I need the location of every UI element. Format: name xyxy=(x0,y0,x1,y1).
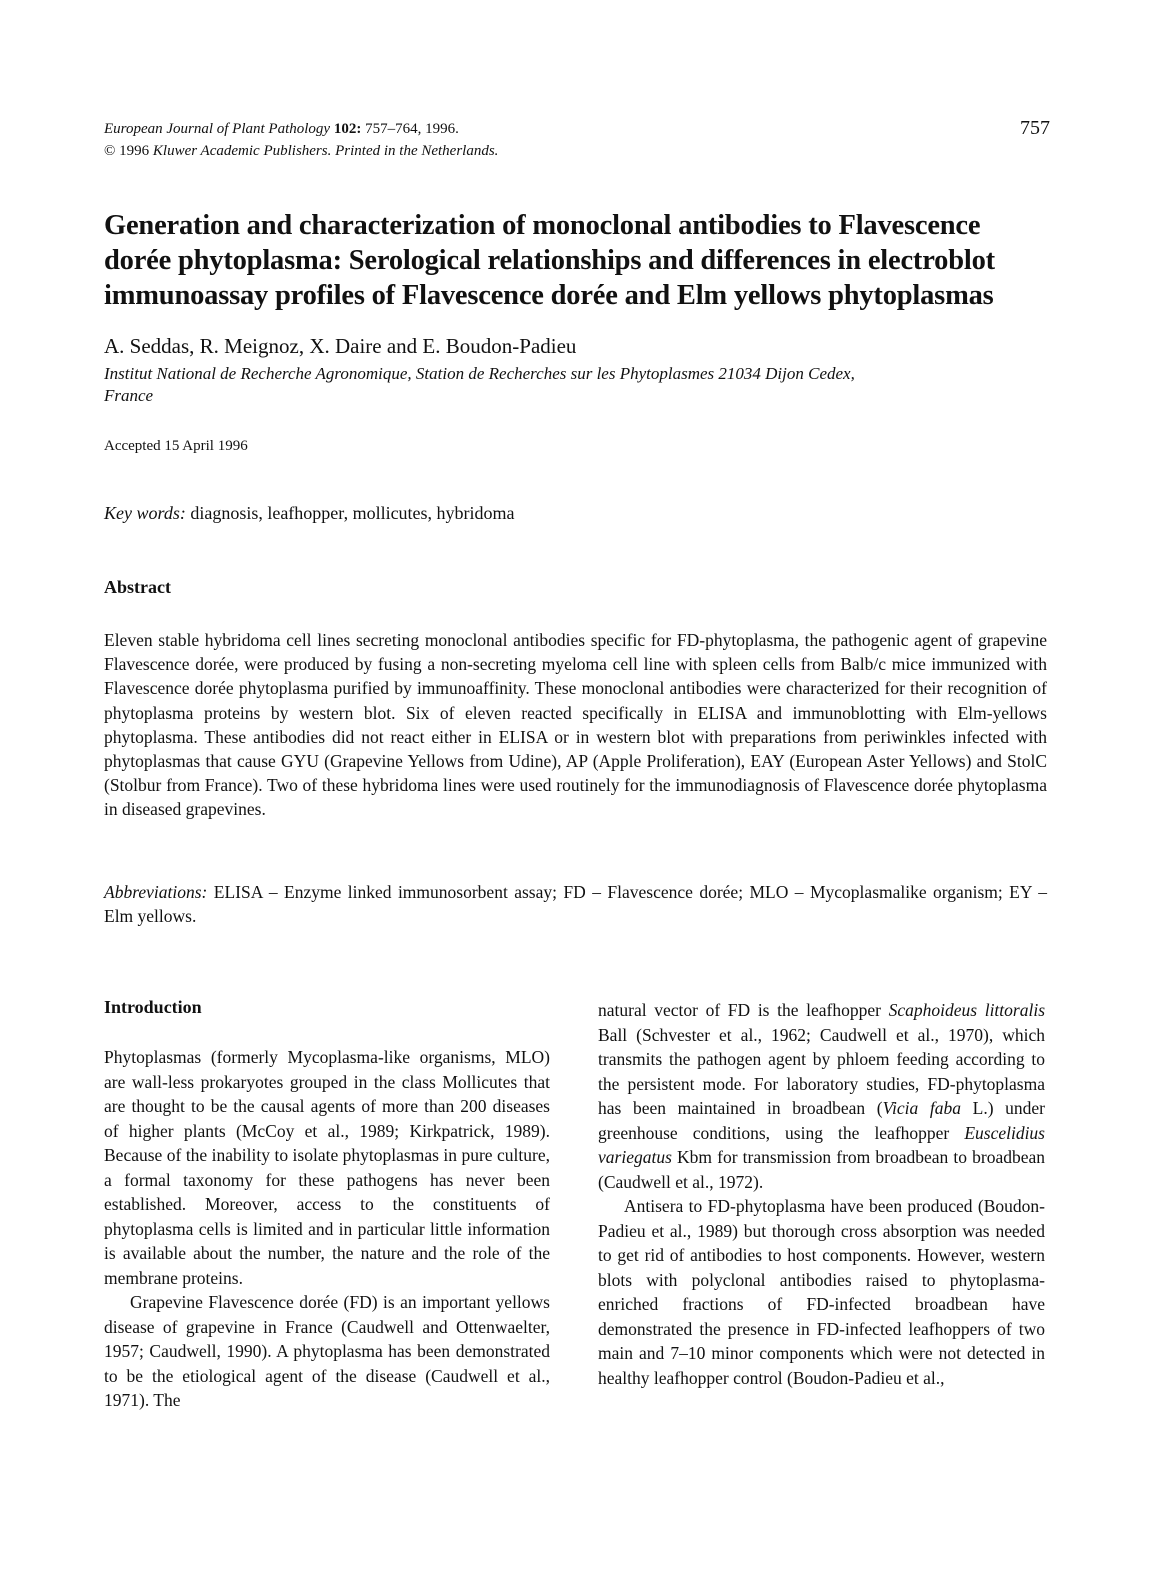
left-column xyxy=(104,1045,550,1413)
abbreviations xyxy=(104,880,1047,928)
journal-name: European Journal of Plant Pathology xyxy=(104,121,331,137)
right-column xyxy=(598,998,1045,1390)
abbreviations-text: ELISA – Enzyme linked immunosorbent assay; FD – Flavescence dorée; MLO – Mycoplasmalike organism; EY – Elm yellows. xyxy=(104,882,1048,926)
accepted-date: Accepted 15 April 1996 xyxy=(104,438,248,454)
species-name: Vicia faba xyxy=(882,1098,961,1118)
intro-paragraph xyxy=(598,998,1045,1194)
title-line: dorée phytoplasma: Serological relationships and differences in electroblot xyxy=(104,245,995,276)
journal-volume: 102: xyxy=(333,121,362,137)
affiliation-line: France xyxy=(104,386,154,405)
page-number: 757 xyxy=(1020,117,1050,139)
journal-pages-year: 757–764, 1996. xyxy=(365,121,459,137)
abbreviations-label: Abbreviations: xyxy=(104,882,208,902)
keywords-label: Key words: xyxy=(104,503,186,523)
affiliation-line: Institut National de Recherche Agronomique, Station de Recherches sur les Phytoplasmes 21034 Dijon Cedex, xyxy=(104,364,855,383)
intro-text: Kbm for transmission from broadbean to broadbean (Caudwell et al., 1972). xyxy=(598,1147,1045,1192)
authors: A. Seddas, R. Meignoz, X. Daire and E. Boudon-Padieu xyxy=(104,334,577,358)
intro-paragraph: Grapevine Flavescence dorée (FD) is an important yellows disease of grapevine in France (Caudwell and Ottenwaelter, 1957; Caudwell, 1990). A phytoplasma has been demonstrated to be the etiological agent of the disease (Caudwell et al., 1971). The xyxy=(104,1292,550,1410)
keywords xyxy=(104,502,1004,524)
title-line: Generation and characterization of monoclonal antibodies to Flavescence xyxy=(104,210,981,241)
intro-text: L.) under greenhouse conditions, using the leafhopper xyxy=(598,1098,1046,1143)
species-name: Euscelidius variegatus xyxy=(598,1122,1045,1167)
article-title xyxy=(104,208,1064,313)
copyright-line xyxy=(104,140,804,162)
keywords-text: diagnosis, leafhopper, mollicutes, hybridoma xyxy=(190,503,515,523)
abstract-body: Eleven stable hybridoma cell lines secreting monoclonal antibodies specific for FD-phytoplasma, the pathogenic agent of grapevine Flavescence dorée, were produced by fusing a non-secreting myeloma cell line with spleen cells from Balb/c mice immunized with Flavescence dorée phytoplasma purified by immunoaffinity. These monoclonal antibodies were characterized for their recognition of phytoplasma proteins by western blot. Six of eleven reacted specifically in ELISA and immunoblotting with Elm-yellows phytoplasma. These antibodies did not react either in ELISA or in western blot with preparations from periwinkles infected with phytoplasmas that cause GYU (Grapevine Yellows from Udine), AP (Apple Proliferation), EAY (European Aster Yellows) and StolC (Stolbur from France). Two of these hybridoma lines were used routinely for the immunodiagnosis of Flavescence dorée phytoplasma in diseased grapevines. xyxy=(104,630,1047,820)
intro-text: natural vector of FD is the leafhopper xyxy=(598,1000,881,1020)
species-name: Scaphoideus littoralis xyxy=(888,1000,1045,1020)
title-line: immunoassay profiles of Flavescence dorée and Elm yellows phytoplasmas xyxy=(104,280,994,311)
journal-citation xyxy=(104,118,804,140)
introduction-heading: Introduction xyxy=(104,997,202,1017)
publisher-line: Kluwer Academic Publishers. Printed in the Netherlands. xyxy=(152,143,499,159)
copyright-symbol: © xyxy=(104,143,116,159)
copyright-year: 1996 xyxy=(119,143,150,159)
intro-paragraph: Phytoplasmas (formerly Mycoplasma-like organisms, MLO) are wall-less prokaryotes grouped in the class Mollicutes that are thought to be the causal agents of more than 200 diseases of higher plants (McCoy et al., 1989; Kirkpatrick, 1989). Because of the inability to isolate phytoplasmas in pure culture, a formal taxonomy for these pathogens has never been established. Moreover, access to the constituents of phytoplasma cells is limited and in particular little information is available about the number, the nature and the role of the membrane proteins. xyxy=(104,1047,550,1288)
abstract-heading: Abstract xyxy=(104,577,171,597)
affiliation xyxy=(104,363,1054,407)
intro-text: Ball (Schvester et al., 1962; Caudwell et al., 1970), which transmits the pathogen agent by phloem feeding according to the persistent mode. For laboratory studies, FD-phytoplasma has been maintained in broadbean ( xyxy=(598,1024,1045,1118)
intro-paragraph: Antisera to FD-phytoplasma have been produced (Boudon-Padieu et al., 1989) but thorough cross absorption was needed to get rid of antibodies to host components. However, western blots with polyclonal antibodies raised to phytoplasma-enriched fractions of FD-infected broadbean have demonstrated the presence in FD-infected leafhoppers of two main and 7–10 minor components which were not detected in healthy leafhopper control (Boudon-Padieu et al., xyxy=(598,1196,1045,1388)
